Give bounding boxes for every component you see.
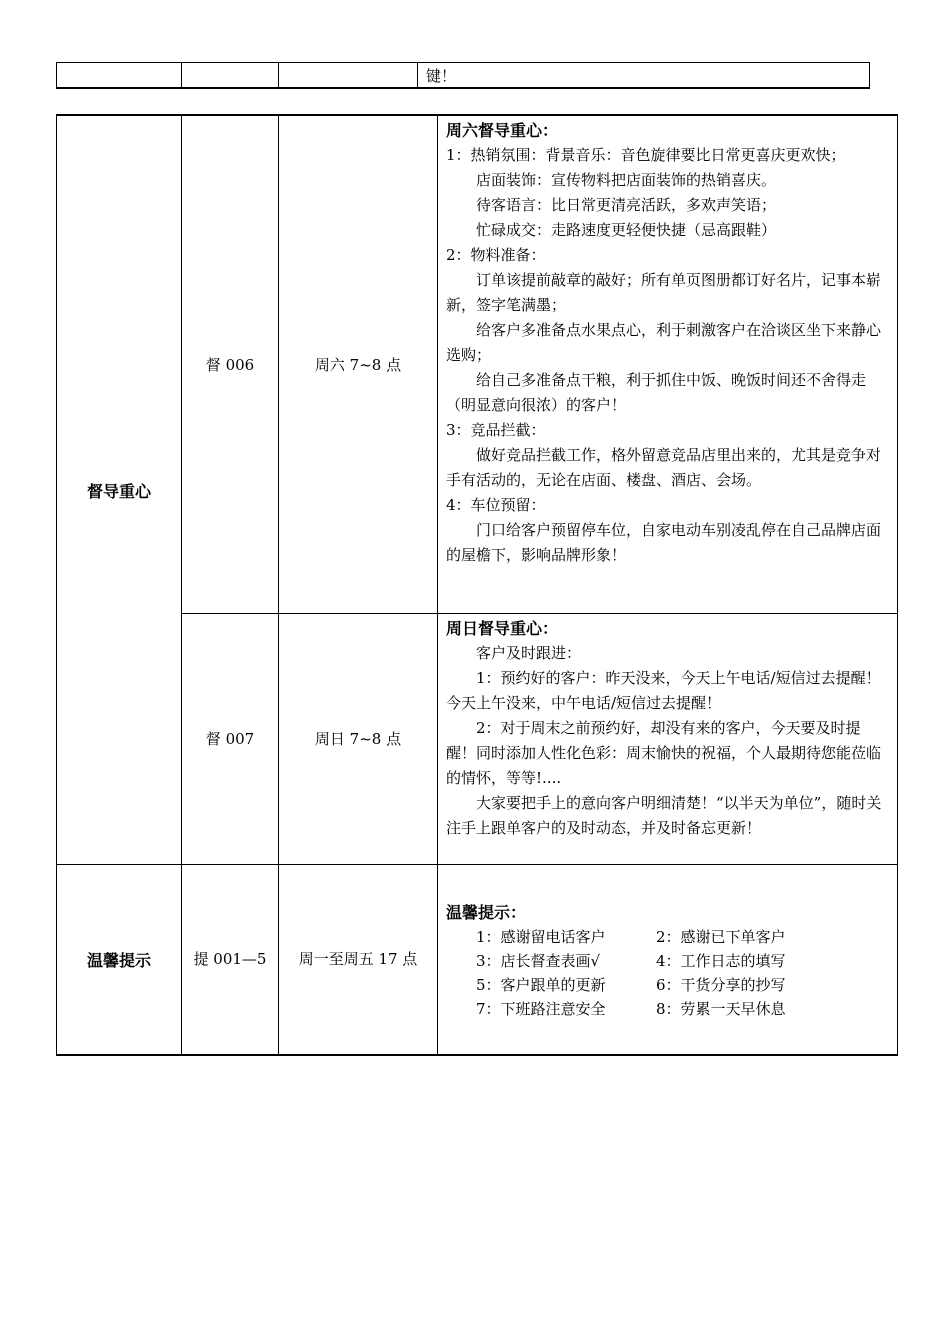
tips-cell	[438, 865, 898, 1055]
tips-list	[446, 925, 889, 1021]
time-cell: 周一至周五 17 点	[279, 865, 438, 1055]
content-cell	[438, 614, 898, 865]
content-line: 门口给客户预留停车位，自家电动车别凌乱停在自己品牌店面的屋檐下，影响品牌形象！	[446, 521, 882, 564]
continued-content-cell: 键！	[418, 63, 870, 89]
table-row	[57, 115, 898, 614]
content-line: 待客语言：比日常更清亮活跃，多欢声笑语；	[476, 196, 777, 214]
tip-item: 3：店长督查表画√	[476, 952, 601, 970]
content-line: 2：对于周末之前预约好，却没有来的客户，今天要及时提醒！同时添加人性化色彩：周末愉快的祝福，个人最期待您能莅临的情怀，等等!....	[446, 719, 882, 787]
empty-cell	[279, 63, 418, 89]
tip-item: 6：干货分享的抄写	[656, 976, 786, 994]
content-cell	[438, 115, 898, 614]
tip-item: 1：感谢留电话客户	[476, 928, 606, 946]
tip-row	[446, 997, 889, 1021]
table-row	[57, 63, 870, 89]
tip-item: 2：感谢已下单客户	[656, 928, 786, 946]
content-line: 1：热销氛围：背景音乐：音色旋律要比日常更喜庆更欢快；	[446, 146, 846, 164]
content-line: 给客户多准备点水果点心，利于刺激客户在洽谈区坐下来静心选购；	[446, 321, 882, 364]
content-line: 忙碌成交：走路速度更轻便快捷（忌高跟鞋）	[476, 221, 777, 239]
content-title: 周六督导重心：	[446, 121, 559, 140]
content-lines	[446, 143, 889, 568]
category-cell: 温馨提示	[57, 865, 182, 1055]
tip-row	[446, 925, 889, 949]
tip-row	[446, 949, 889, 973]
code-cell: 督 006	[182, 115, 279, 614]
tip-row	[446, 973, 889, 997]
empty-cell	[57, 63, 182, 89]
content-line: 做好竞品拦截工作，格外留意竞品店里出来的，尤其是竞争对手有活动的，无论在店面、楼盘、酒店、会场。	[446, 446, 882, 489]
table-row	[57, 865, 898, 1055]
time-cell: 周六 7~8 点	[279, 115, 438, 614]
content-line: 给自己多准备点干粮，利于抓住中饭、晚饭时间还不舍得走（明显意向很浓）的客户！	[446, 371, 867, 414]
content-line: 1：预约好的客户：昨天没来，今天上午电话/短信过去提醒！今天上午没来，中午电话/短信过去提醒！	[446, 669, 881, 712]
content-line: 大家要把手上的意向客户明细清楚！“以半天为单位”，随时关注手上跟单客户的及时动态，并及时备忘更新！	[446, 794, 882, 837]
empty-cell	[182, 63, 279, 89]
category-cell: 督导重心	[57, 115, 182, 865]
table-row	[57, 614, 898, 865]
code-cell: 督 007	[182, 614, 279, 865]
tip-item: 7：下班路注意安全	[476, 1000, 606, 1018]
tip-item: 8：劳累一天早休息	[656, 1000, 786, 1018]
content-line: 3：竞品拦截：	[446, 421, 546, 439]
content-lines	[446, 641, 889, 841]
content-line: 2：物料准备：	[446, 246, 546, 264]
continued-table	[56, 62, 870, 89]
content-line: 4：车位预留：	[446, 496, 546, 514]
tip-item: 5：客户跟单的更新	[476, 976, 606, 994]
content-line: 店面装饰：宣传物料把店面装饰的热销喜庆。	[476, 171, 777, 189]
tip-item: 4：工作日志的填写	[656, 952, 786, 970]
code-cell: 提 001—5	[182, 865, 279, 1055]
tips-title: 温馨提示：	[446, 903, 527, 922]
content-line: 客户及时跟进：	[476, 644, 582, 662]
time-cell: 周日 7~8 点	[279, 614, 438, 865]
content-line: 订单该提前敲章的敲好；所有单页图册都订好名片，记事本崭新，签字笔满墨；	[446, 271, 882, 314]
content-title: 周日督导重心：	[446, 619, 559, 638]
schedule-table	[56, 114, 898, 1056]
